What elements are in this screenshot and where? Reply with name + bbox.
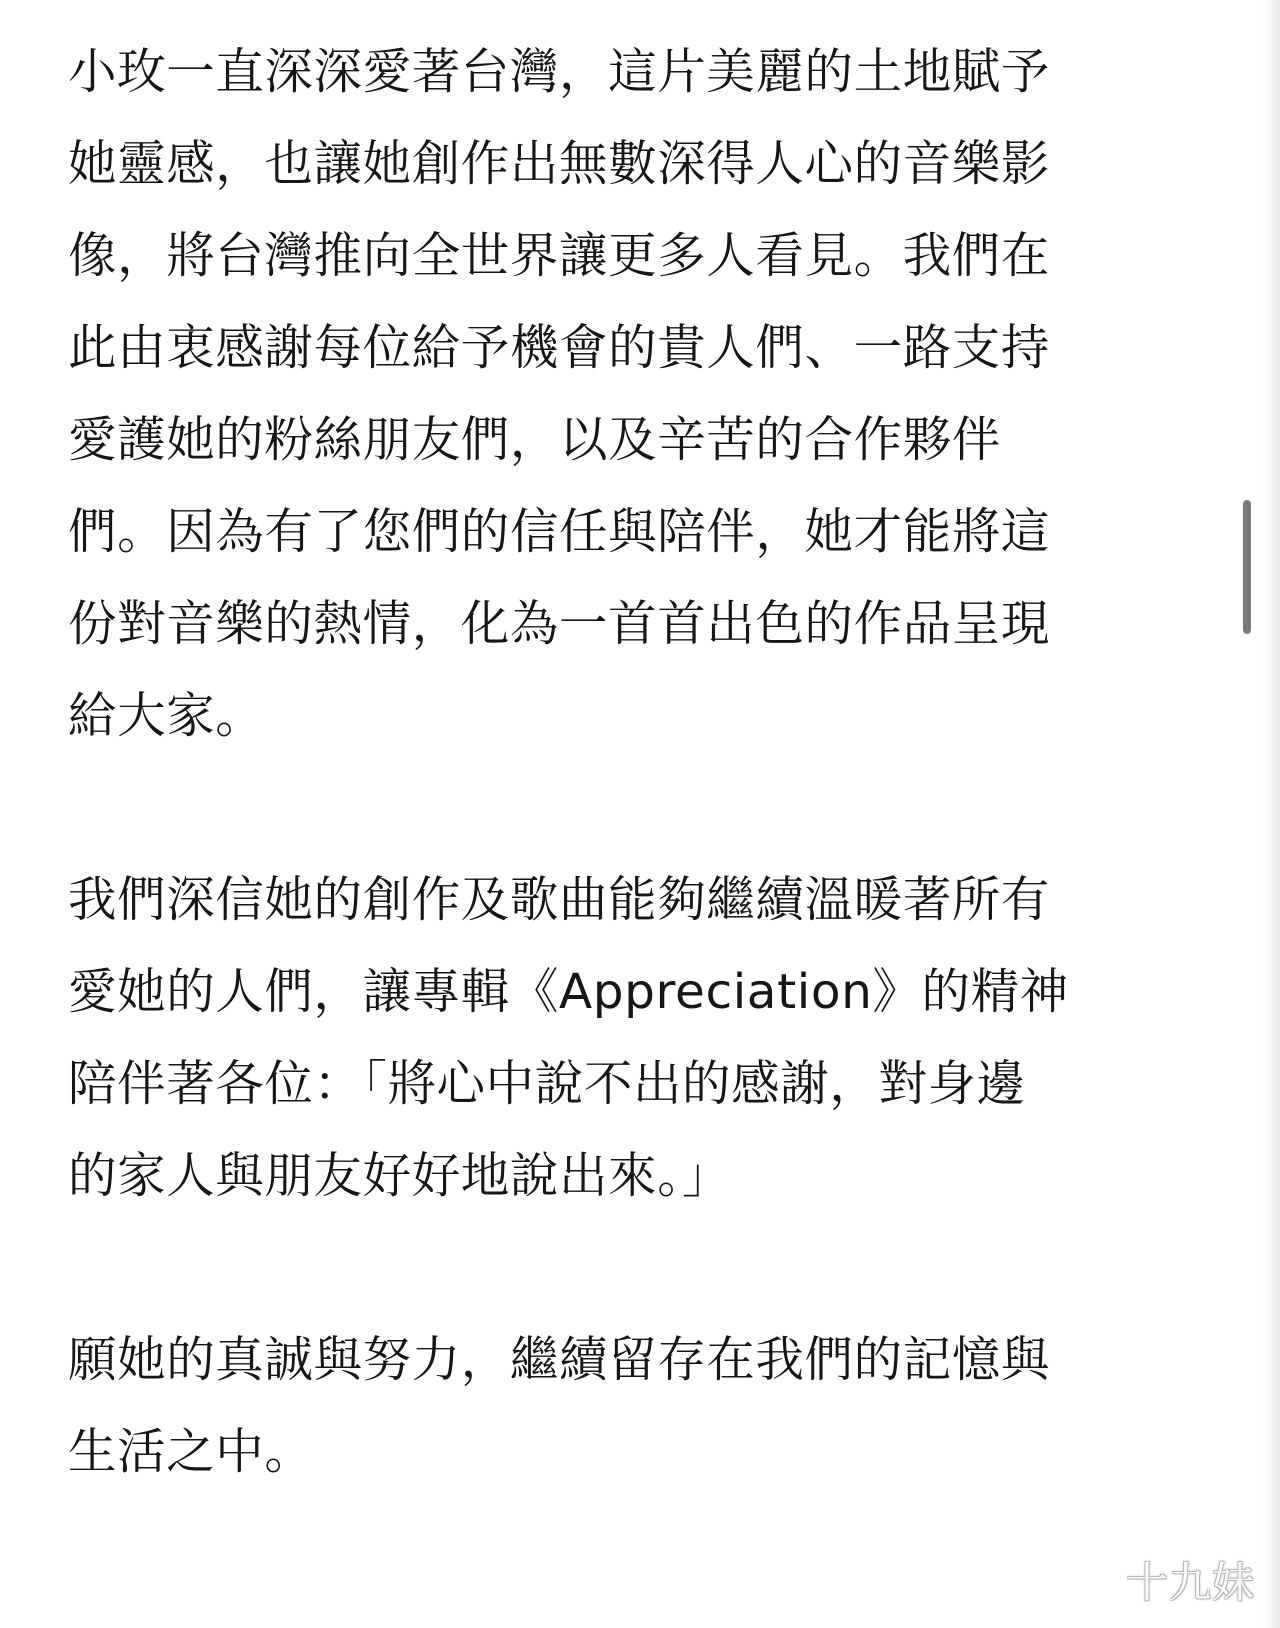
text-line: 生活之中。 xyxy=(68,1424,314,1480)
text-line: 像，將台灣推向全世界讓更多人看見。我們在 xyxy=(68,228,1051,284)
text-line: 陪伴著各位：「將心中說不出的感謝，對身邊 xyxy=(68,1056,1026,1112)
text-line: 份對音樂的熱情，化為一首首出色的作品呈現 xyxy=(68,596,1051,652)
text-line: 她靈感，也讓她創作出無數深得人心的音樂影 xyxy=(68,136,1051,192)
paragraph-1 xyxy=(68,26,1218,762)
paragraph-2 xyxy=(68,854,1218,1222)
scrollbar-thumb[interactable] xyxy=(1243,500,1251,634)
text-line: 愛她的人們，讓專輯《Appreciation》的精神 xyxy=(68,964,1069,1020)
text-line: 愛護她的粉絲朋友們，以及辛苦的合作夥伴 xyxy=(68,412,1001,468)
text-line: 此由衷感謝每位給予機會的貴人們、一路支持 xyxy=(68,320,1051,376)
text-line: 的家人與朋友好好地說出來。」 xyxy=(68,1148,732,1204)
page-right-edge xyxy=(1262,0,1280,1628)
watermark-text: 十九妹 xyxy=(1126,1558,1256,1607)
text-line: 小玫一直深深愛著台灣，這片美麗的土地賦予 xyxy=(68,44,1051,100)
text-line: 給大家。 xyxy=(68,688,265,744)
text-line: 們。因為有了您們的信任與陪伴，她才能將這 xyxy=(68,504,1051,560)
text-line: 願她的真誠與努力，繼續留存在我們的記憶與 xyxy=(68,1332,1051,1388)
article-body xyxy=(68,26,1218,1498)
paragraph-3 xyxy=(68,1314,1218,1498)
text-line: 我們深信她的創作及歌曲能夠繼續溫暖著所有 xyxy=(68,872,1051,928)
